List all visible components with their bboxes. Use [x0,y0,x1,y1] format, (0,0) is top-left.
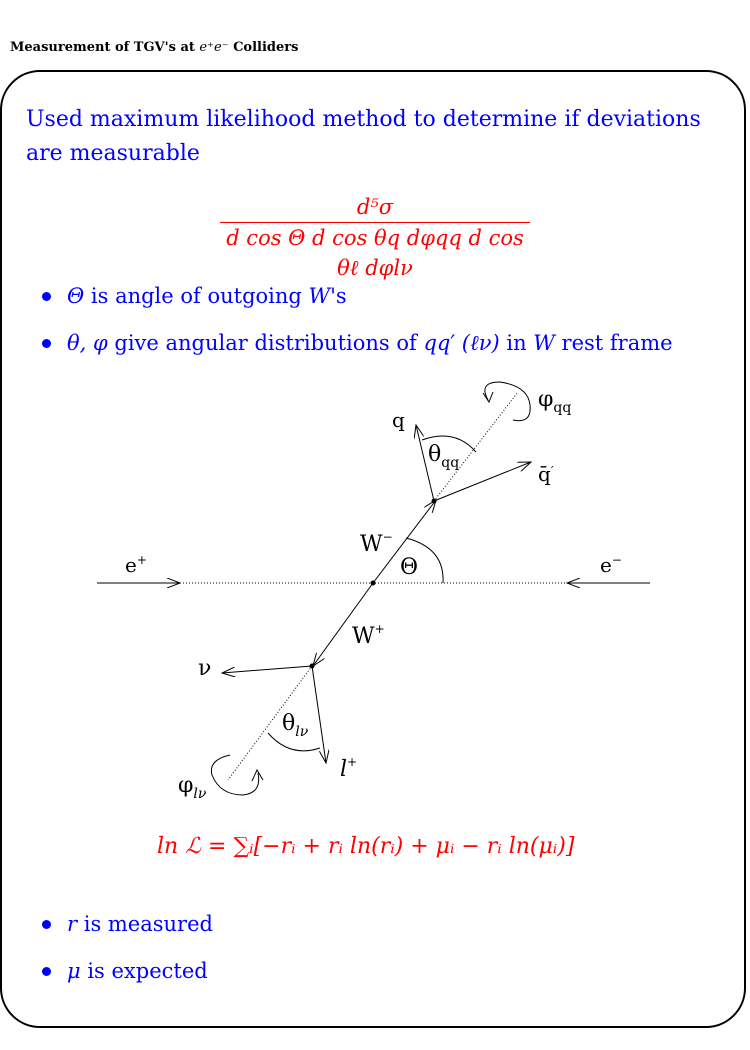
label-q: q [392,408,405,432]
interaction-vertex [371,581,376,586]
label-e-minus: e− [600,553,622,577]
likelihood-formula: ln ℒ = ∑ᵢ[−rᵢ + rᵢ ln(rᵢ) + μᵢ − rᵢ ln(μᵢ)] [157,834,575,859]
label-phi-qq: $\varphi_{qq}$ [538,387,572,416]
page-header [10,40,298,55]
bullet-text2: 's [330,284,347,308]
bullet-dot [42,967,51,976]
bullet-mu [42,959,208,983]
label-e-plus: e+ [125,553,147,577]
bullet-dot [42,339,51,348]
bullet-math: Θ [67,284,85,308]
bullet-theta-phi [42,331,673,356]
bullet-text: is angle of outgoing [84,284,309,308]
w-plus-extension-dotted [228,666,312,780]
header-title-suffix: Colliders [228,40,299,55]
bullet-math3: W [533,331,555,355]
label-nu: ν [198,656,212,681]
bullet-theta [42,284,347,308]
bullet-math2: W [308,284,331,308]
intro-text: Used maximum likelihood method to determine if deviations are measurable [26,107,701,166]
ww-decay-diagram [0,370,750,810]
bullet-math: θ, φ [67,331,108,355]
bullet-text: give angular distributions of [107,331,424,355]
label-qbar: q̄′ [538,462,554,486]
label-theta: Θ [400,555,419,580]
label-w-plus: W+ [352,622,385,649]
bullet-math: r [67,912,78,936]
phi-qq-rotation [485,382,530,421]
header-title-math: e⁺e⁻ [199,40,229,55]
bullet-text: is expected [80,959,208,983]
bullet-dot [42,920,51,929]
bullet-text2: in [499,331,534,355]
label-l-plus: l+ [340,755,358,782]
bullet-math: μ [67,959,81,983]
label-w-minus: W− [360,530,393,557]
fraction-denominator: d cos Θ d cos θq dφqq d cos θℓ dφlν [226,226,524,280]
label-theta-qq: $\theta_{qq}$ [428,442,460,471]
bullet-text: is measured [77,912,213,936]
nu-arrow [222,666,312,673]
bullet-r [42,912,213,936]
header-title-prefix: Measurement of TGV's at [10,40,200,55]
cross-section-fraction [220,192,530,280]
label-theta-lnu: $\theta_{l\nu}$ [282,711,309,740]
label-phi-lnu: $\varphi_{l\nu}$ [178,773,207,802]
bullet-text3: rest frame [554,331,673,355]
phi-lnu-rotation [211,755,258,795]
fraction-numerator: d⁵σ [356,195,394,219]
phi-lnu-arrowhead [252,770,263,781]
phi-qq-arrowhead [483,392,493,402]
bullet-dot [42,292,51,301]
bullet-math2: qq′ (ℓν) [423,331,500,355]
